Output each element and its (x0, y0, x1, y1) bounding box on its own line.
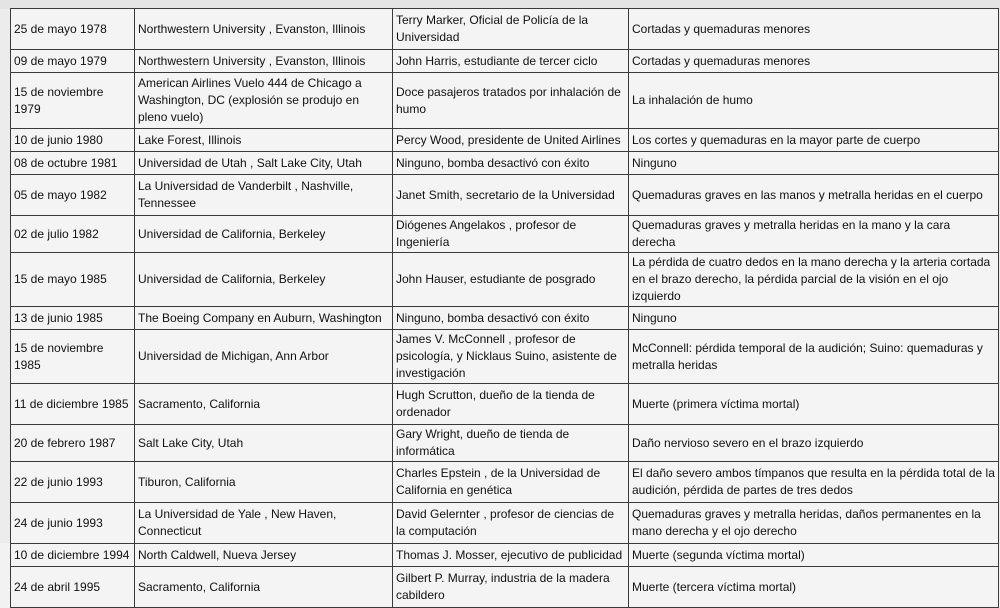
injury-cell: La inhalación de humo (629, 73, 999, 129)
table-row (11, 425, 999, 462)
victim-cell: Diógenes Angelakos , profesor de Ingeniería (393, 216, 629, 253)
injury-cell: Cortadas y quemaduras menores (629, 9, 999, 50)
table-row (11, 73, 999, 129)
place-cell: Universidad de Michigan, Ann Arbor (135, 330, 393, 384)
injury-cell: Quemaduras graves en las manos y metralla heridas en el cuerpo (629, 175, 999, 216)
victim-cell: Doce pasajeros tratados por inhalación de humo (393, 73, 629, 129)
table-row (11, 307, 999, 330)
injury-cell: Muerte (primera víctima mortal) (629, 384, 999, 425)
place-cell: North Caldwell, Nueva Jersey (135, 544, 393, 567)
victim-cell: Hugh Scrutton, dueño de la tienda de ordenador (393, 384, 629, 425)
table-row (11, 175, 999, 216)
table-row (11, 330, 999, 384)
place-cell: La Universidad de Vanderbilt , Nashville, Tennessee (135, 175, 393, 216)
table-row (11, 152, 999, 175)
date-cell: 10 de junio 1980 (11, 129, 135, 152)
victim-cell: Thomas J. Mosser, ejecutivo de publicidad (393, 544, 629, 567)
place-cell: La Universidad de Yale , New Haven, Connecticut (135, 503, 393, 544)
injury-cell: Quemaduras graves y metralla heridas, daños permanentes en la mano derecha y el ojo derecho (629, 503, 999, 544)
victim-cell: Janet Smith, secretario de la Universidad (393, 175, 629, 216)
date-cell: 22 de junio 1993 (11, 462, 135, 503)
date-cell: 10 de diciembre 1994 (11, 544, 135, 567)
date-cell: 13 de junio 1985 (11, 307, 135, 330)
table-row (11, 503, 999, 544)
date-cell: 05 de mayo 1982 (11, 175, 135, 216)
table-row (11, 462, 999, 503)
victim-cell: Ninguno, bomba desactivó con éxito (393, 152, 629, 175)
victim-cell: David Gelernter , profesor de ciencias de la computación (393, 503, 629, 544)
place-cell: Northwestern University , Evanston, Illinois (135, 9, 393, 50)
place-cell: Universidad de Utah , Salt Lake City, Utah (135, 152, 393, 175)
table-row (11, 567, 999, 608)
place-cell: Universidad de California, Berkeley (135, 216, 393, 253)
table-row (11, 50, 999, 73)
bombings-table (10, 8, 999, 608)
injury-cell: Los cortes y quemaduras en la mayor parte de cuerpo (629, 129, 999, 152)
place-cell: Lake Forest, Illinois (135, 129, 393, 152)
injury-cell: La pérdida de cuatro dedos en la mano derecha y la arteria cortada en el brazo derecho, la pérdida parcial de la visión en el ojo izquierdo (629, 253, 999, 307)
victim-cell: James V. McConnell , profesor de psicología, y Nicklaus Suino, asistente de investigación (393, 330, 629, 384)
date-cell: 02 de julio 1982 (11, 216, 135, 253)
injury-cell: Muerte (segunda víctima mortal) (629, 544, 999, 567)
place-cell: American Airlines Vuelo 444 de Chicago a Washington, DC (explosión se produjo en pleno vuelo) (135, 73, 393, 129)
injury-cell: Daño nervioso severo en el brazo izquierdo (629, 425, 999, 462)
injury-cell: Muerte (tercera víctima mortal) (629, 567, 999, 608)
place-cell: Sacramento, California (135, 384, 393, 425)
injury-cell: Quemaduras graves y metralla heridas en la mano y la cara derecha (629, 216, 999, 253)
table-row (11, 544, 999, 567)
victim-cell: Ninguno, bomba desactivó con éxito (393, 307, 629, 330)
date-cell: 08 de octubre 1981 (11, 152, 135, 175)
date-cell: 15 de noviembre 1985 (11, 330, 135, 384)
place-cell: Salt Lake City, Utah (135, 425, 393, 462)
place-cell: Northwestern University , Evanston, Illinois (135, 50, 393, 73)
injury-cell: Cortadas y quemaduras menores (629, 50, 999, 73)
injury-cell: Ninguno (629, 307, 999, 330)
place-cell: Universidad de California, Berkeley (135, 253, 393, 307)
date-cell: 15 de mayo 1985 (11, 253, 135, 307)
date-cell: 11 de diciembre 1985 (11, 384, 135, 425)
place-cell: Sacramento, California (135, 567, 393, 608)
victim-cell: Percy Wood, presidente de United Airlines (393, 129, 629, 152)
table-row (11, 253, 999, 307)
victim-cell: Gilbert P. Murray, industria de la madera cabildero (393, 567, 629, 608)
place-cell: The Boeing Company en Auburn, Washington (135, 307, 393, 330)
victim-cell: John Hauser, estudiante de posgrado (393, 253, 629, 307)
table-row (11, 216, 999, 253)
victim-cell: Charles Epstein , de la Universidad de California en genética (393, 462, 629, 503)
injury-cell: Ninguno (629, 152, 999, 175)
date-cell: 25 de mayo 1978 (11, 9, 135, 50)
table-row (11, 384, 999, 425)
date-cell: 24 de junio 1993 (11, 503, 135, 544)
victim-cell: Gary Wright, dueño de tienda de informática (393, 425, 629, 462)
table-row (11, 129, 999, 152)
victim-cell: Terry Marker, Oficial de Policía de la Universidad (393, 9, 629, 50)
date-cell: 09 de mayo 1979 (11, 50, 135, 73)
date-cell: 15 de noviembre 1979 (11, 73, 135, 129)
victim-cell: John Harris, estudiante de tercer ciclo (393, 50, 629, 73)
injury-cell: McConnell: pérdida temporal de la audición; Suino: quemaduras y metralla heridas (629, 330, 999, 384)
date-cell: 20 de febrero 1987 (11, 425, 135, 462)
place-cell: Tiburon, California (135, 462, 393, 503)
date-cell: 24 de abril 1995 (11, 567, 135, 608)
table-row (11, 9, 999, 50)
injury-cell: El daño severo ambos tímpanos que resulta en la pérdida total de la audición, pérdida de partes de tres dedos (629, 462, 999, 503)
